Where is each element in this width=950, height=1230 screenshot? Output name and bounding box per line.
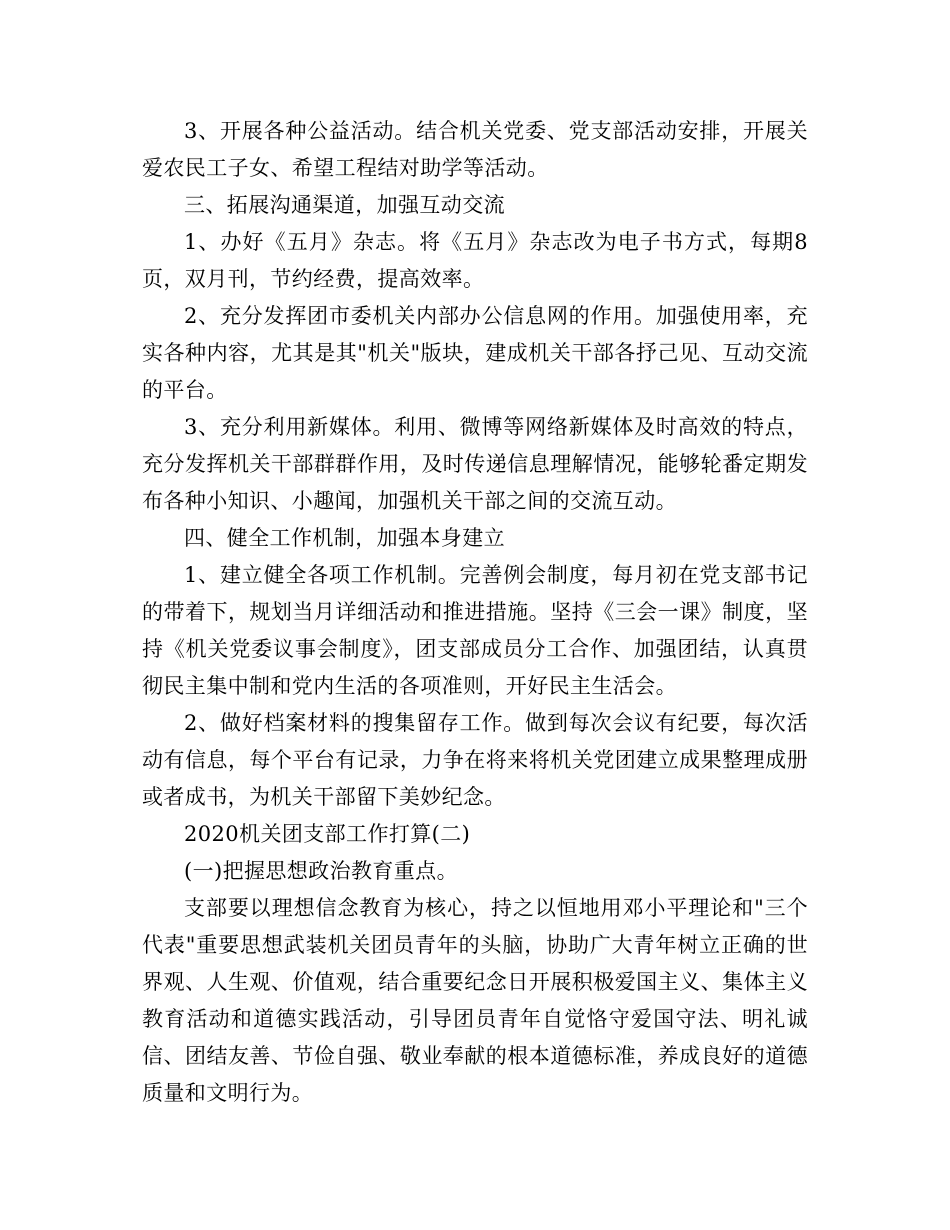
section-heading-education: (一)把握思想政治教育重点。 [184, 859, 458, 883]
paragraph-archives: 2、做好档案材料的搜集留存工作。做到每次会议有纪要，每次活动有信息，每个平台有记录，力争在将来将机关党团建立成果整理成册或者成书，为机关干部留下美妙纪念。 [142, 711, 808, 809]
document-subtitle: 2020机关团支部工作打算(二) [184, 822, 471, 846]
section-heading-communication: 三、拓展沟通渠道，加强互动交流 [184, 193, 505, 217]
document-page [142, 113, 808, 1112]
paragraph-intranet: 2、充分发挥团市委机关内部办公信息网的作用。加强使用率，充实各种内容，尤其是其"机关"版块，建成机关干部各抒己见、互动交流的平台。 [142, 304, 808, 402]
section-heading-mechanism: 四、健全工作机制，加强本身建立 [184, 526, 505, 550]
paragraph-public-welfare: 3、开展各种公益活动。结合机关党委、党支部活动安排，开展关爱农民工子女、希望工程结对助学等活动。 [142, 119, 808, 180]
paragraph-magazine: 1、办好《五月》杂志。将《五月》杂志改为电子书方式，每期8页，双月刊，节约经费，提高效率。 [142, 230, 808, 291]
paragraph-ideology: 支部要以理想信念教育为核心，持之以恒地用邓小平理论和"三个代表"重要思想武装机关团员青年的头脑，协助广大青年树立正确的世界观、人生观、价值观，结合重要纪念日开展积极爱国主义、集体主义教育活动和道德实践活动，引导团员青年自觉恪守爱国守法、明礼诚信、团结友善、节俭自强、敬业奉献的根本道德标准，养成良好的道德质量和文明行为。 [142, 896, 808, 1105]
paragraph-new-media: 3、充分利用新媒体。利用、微博等网络新媒体及时高效的特点，充分发挥机关干部群群作用，及时传递信息理解情况，能够轮番定期发布各种小知识、小趣闻，加强机关干部之间的交流互动。 [142, 415, 808, 513]
paragraph-work-mechanism: 1、建立健全各项工作机制。完善例会制度，每月初在党支部书记的带着下，规划当月详细活动和推进措施。坚持《三会一课》制度，坚持《机关党委议事会制度》，团支部成员分工合作、加强团结，认真贯彻民主集中制和党内生活的各项准则，开好民主生活会。 [142, 563, 808, 698]
